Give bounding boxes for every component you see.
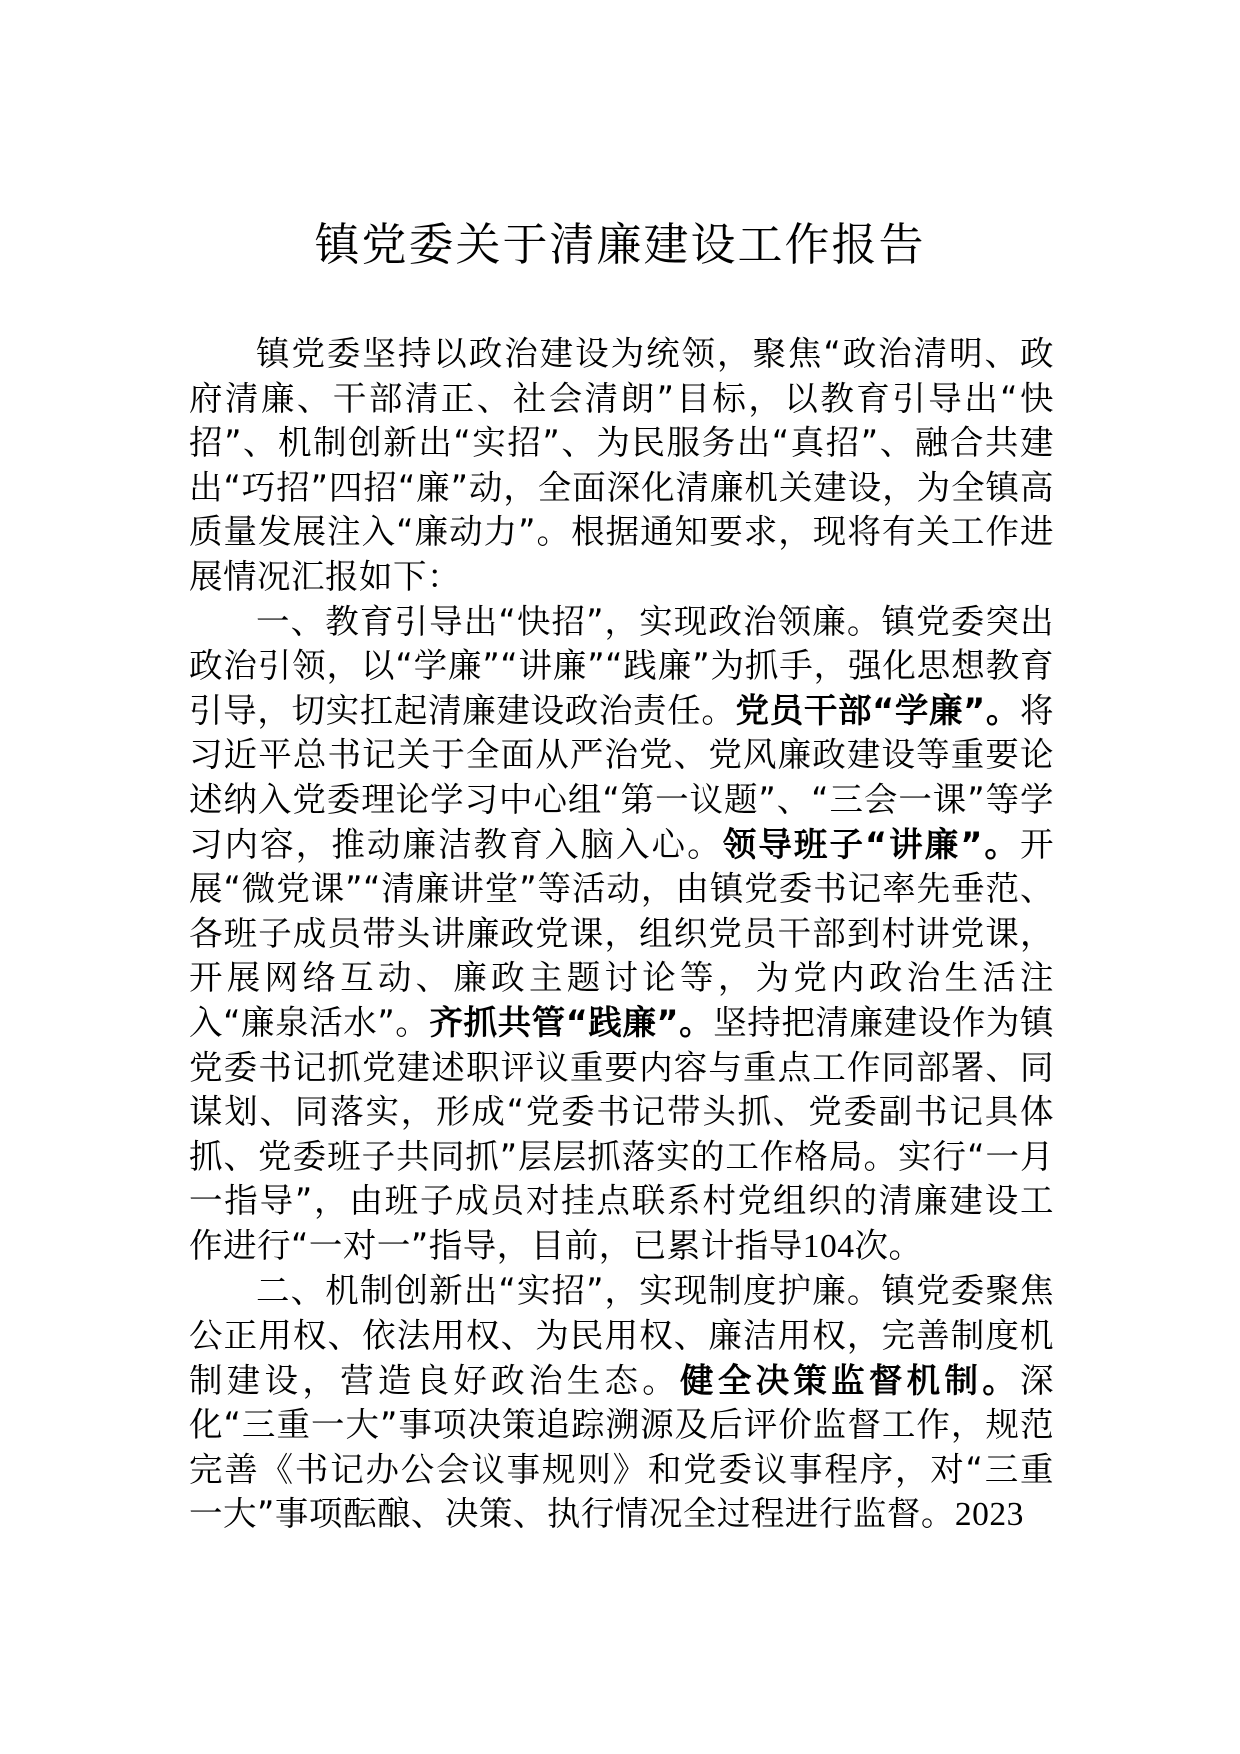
section-2-heading: 二、机制创新出“实招”，实现制度护廉。 — [256, 1271, 882, 1311]
section-1-paragraph — [189, 600, 1054, 1270]
section-2-paragraph — [189, 1269, 1054, 1538]
section-1-item-3-text-b: 次。 — [854, 1225, 923, 1265]
section-1-item-1-title: 党员干部“学廉”。 — [735, 690, 1020, 730]
section-1-item-1-text: 将习近平总书记关于全面从严治党、党风廉政建设等重要论述纳入党委理论学习中心组“第一议题”、“三会一课”等学习内容，推动廉洁教育入脑入心。 — [189, 690, 1054, 864]
section-1-item-2-text: 开展“微党课”“清廉讲堂”等活动，由镇党委书记率先垂范、各班子成员带头讲廉政党课，组织党员干部到村讲党课，开展网络互动、廉政主题讨论等，为党内政治生活注入“廉泉活水”。 — [189, 824, 1055, 1042]
document-title: 镇党委关于清廉建设工作报告 — [314, 218, 926, 271]
guidance-count: 104 — [802, 1227, 855, 1265]
intro-paragraph: 镇党委坚持以政治建设为统领，聚焦“政治清明、政府清廉、干部清正、社会清朗”目标，以教育引导出“快招”、机制创新出“实招”、为民服务出“真招”、融合共建出“巧招”四招“廉”动，全面深化清廉机关建设，为全镇高质量发展注入“廉动力”。根据通知要求，现将有关工作进展情况汇报如下： — [189, 334, 1054, 596]
section-1-item-3-title: 齐抓共管“践廉”。 — [429, 1002, 714, 1042]
section-1-item-3-text-a: 坚持把清廉建设作为镇党委书记抓党建述职评议重要内容与重点工作同部署、同谋划、同落实，形成“党委书记带头抓、党委副书记具体抓、党委班子共同抓”层层抓落实的工作格局。实行“一月一指导”，由班子成员对挂点联系村党组织的清廉建设工作进行“一对一”指导，目前，已累计指导 — [189, 1002, 1054, 1265]
year-number: 2023 — [954, 1496, 1024, 1534]
section-2-item-1-title: 健全决策监督机制。 — [680, 1360, 1021, 1400]
section-1-lead: 镇党委突出政治引领，以“学廉”“讲廉”“践廉”为抓手，强化思想教育引导，切实扛起清廉建设政治责任。 — [189, 601, 1054, 730]
section-2-lead: 镇党委聚焦公正用权、依法用权、为民用权、廉洁用权，完善制度机制建设，营造良好政治生态。 — [189, 1271, 1054, 1400]
section-1-heading: 一、教育引导出“快招”，实现政治领廉。 — [256, 601, 882, 641]
section-1-item-2-title: 领导班子“讲廉”。 — [722, 824, 1021, 864]
document-body — [189, 332, 1054, 1538]
section-2-item-1-text: 深化“三重一大”事项决策追踪溯源及后评价监督工作，规范完善《书记办公会议事规则》和党委议事程序，对“三重一大”事项酝酿、决策、执行情况全过程进行监督。 — [189, 1360, 1055, 1534]
